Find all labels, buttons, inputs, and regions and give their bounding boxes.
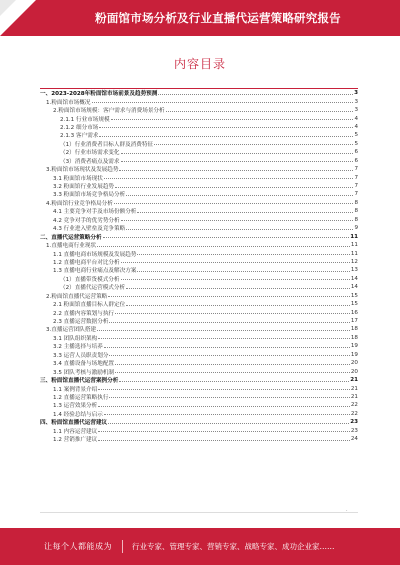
toc-entry-page: 7: [354, 174, 358, 181]
toc-entry[interactable]: [40, 249, 358, 257]
toc-entry-page: 12: [350, 258, 358, 265]
toc-entry-page: 19: [350, 343, 358, 350]
toc-entry[interactable]: [40, 199, 358, 207]
toc-entry-title: 4.2 竞争对手的优劣势分析: [53, 217, 120, 224]
toc-entry[interactable]: [40, 376, 358, 384]
toc-entry[interactable]: [40, 89, 358, 97]
toc-leader-dots: [121, 161, 354, 162]
toc-entry-page: 21: [350, 393, 358, 400]
toc-leader-dots: [126, 288, 350, 289]
footer-slogan: 让每个人都能成为: [44, 542, 112, 551]
toc-entry[interactable]: [40, 401, 358, 409]
toc-entry-page: 18: [350, 334, 358, 341]
toc-entry-page: 21: [350, 377, 358, 384]
toc-leader-dots: [119, 170, 353, 171]
toc-entry-page: 3: [354, 107, 358, 114]
toc-entry-title: 2.1.3 客户需求: [60, 133, 99, 140]
toc-entry-title: 3.5 团队考核与激励机制: [53, 369, 115, 376]
toc-entry-title: 2.3 直播运营数据分析: [53, 319, 109, 326]
toc-entry-page: 8: [354, 208, 358, 215]
toc-leader-dots: [115, 313, 350, 314]
toc-leader-dots: [166, 111, 354, 112]
table-of-contents: [40, 89, 358, 443]
toc-entry[interactable]: [40, 300, 358, 308]
toc-leader-dots: [115, 187, 353, 188]
toc-entry[interactable]: [40, 216, 358, 224]
toc-entry-page: 8: [354, 199, 358, 206]
toc-entry[interactable]: [40, 165, 358, 173]
toc-entry-page: 5: [354, 132, 358, 139]
toc-leader-dots: [114, 203, 354, 204]
toc-entry-title: 1.1 案例背景介绍: [53, 386, 98, 393]
toc-entry-page: 7: [354, 183, 358, 190]
toc-entry-title: 1.粉面馆市场概况: [46, 99, 91, 106]
toc-entry-page: 17: [350, 318, 358, 325]
toc-entry-page: 6: [354, 157, 358, 164]
toc-entry-title: 2.粉面馆市场规模：客户需求与消费场景分析: [53, 108, 165, 115]
toc-entry-page: 6: [354, 149, 358, 156]
toc-entry[interactable]: [40, 435, 358, 443]
toc-entry-title: 4.1 主要竞争对手及市场份额分析: [53, 209, 137, 216]
toc-entry[interactable]: [40, 334, 358, 342]
toc-entry-page: 21: [350, 385, 358, 392]
toc-entry[interactable]: [40, 308, 358, 316]
toc-entry[interactable]: [40, 325, 358, 333]
toc-entry[interactable]: [40, 241, 358, 249]
toc-leader-dots: [137, 271, 349, 272]
toc-leader-dots: [99, 136, 353, 137]
toc-entry[interactable]: [40, 140, 358, 148]
toc-entry-page: 9: [354, 225, 358, 232]
toc-entry-title: （1）行业消费者目标人群及消费特征: [60, 141, 154, 148]
toc-leader-dots: [109, 355, 349, 356]
toc-leader-dots: [97, 330, 350, 331]
toc-entry-page: 20: [350, 368, 358, 375]
toc-leader-dots: [108, 296, 350, 297]
toc-entry[interactable]: [40, 418, 358, 426]
toc-entry-title: 3.1 团队组织架构: [53, 335, 98, 342]
toc-entry-page: 22: [350, 410, 358, 417]
toc-leader-dots: [99, 127, 353, 128]
toc-entry-page: 18: [350, 326, 358, 333]
toc-entry-title: 一、2023-2028年粉面馆市场前景及趋势预测: [40, 91, 158, 98]
toc-entry-title: 3.1 粉面馆市场现状: [53, 175, 103, 182]
toc-heading: 内容目录: [173, 57, 226, 71]
toc-leader-dots: [98, 338, 350, 339]
toc-entry[interactable]: [40, 157, 358, 165]
toc-entry-page: 4: [354, 115, 358, 122]
toc-entry-title: 2.2 直播内容策划与执行: [53, 310, 115, 317]
toc-entry[interactable]: [40, 258, 358, 266]
toc-entry-page: 5: [354, 140, 358, 147]
toc-leader-dots: [98, 440, 350, 441]
toc-entry-page: 23: [350, 419, 358, 426]
toc-entry[interactable]: [40, 393, 358, 401]
toc-leader-dots: [98, 406, 350, 407]
toc-leader-dots: [103, 237, 350, 238]
toc-leader-dots: [119, 381, 349, 382]
toc-entry-title: 2.1.2 细分市场: [60, 124, 99, 131]
toc-entry-page: 22: [350, 402, 358, 409]
toc-entry-title: 二、直播代运营策略分析: [40, 234, 102, 241]
toc-entry-title: 2.1.1 行业市场规模: [60, 116, 110, 123]
toc-leader-dots: [126, 305, 350, 306]
toc-entry-title: （2）直播代运营模式分析: [60, 285, 126, 292]
toc-entry[interactable]: [40, 97, 358, 105]
toc-leader-dots: [115, 364, 350, 365]
toc-entry-title: 1.2 直播运营策略执行: [53, 394, 109, 401]
toc-leader-dots: [121, 153, 354, 154]
toc-entry-title: 3.直播运营团队搭建: [46, 327, 97, 334]
toc-entry-title: （3）消费者痛点及需求: [60, 158, 120, 165]
toc-entry-title: 3.4 直播设备与场地配置: [53, 361, 115, 368]
toc-leader-dots: [104, 178, 354, 179]
toc-entry-title: 1.2 直播电商平台对比分析: [53, 259, 120, 266]
footer-divider: [40, 512, 358, 513]
toc-entry[interactable]: [40, 232, 358, 240]
toc-entry-title: 4.3 行业进入壁垒及竞争策略: [53, 226, 126, 233]
toc-leader-dots: [98, 389, 350, 390]
toc-entry-title: 三、粉面馆直播代运营案例分析: [40, 378, 119, 385]
toc-entry-page: 8: [354, 216, 358, 223]
toc-entry-title: 3.3 粉面馆市场竞争格局分析: [53, 192, 126, 199]
toc-entry[interactable]: [40, 131, 358, 139]
toc-entry-title: 1.3 直播电商行业痛点及解决方案: [53, 268, 137, 275]
toc-entry[interactable]: [40, 351, 358, 359]
toc-entry-title: 1.1 直播电商市场规模及发展趋势: [53, 251, 137, 258]
toc-leader-dots: [137, 212, 353, 213]
toc-entry-title: 4.粉面馆行业竞争格局分析: [46, 200, 113, 207]
header-corner-accent: [0, 0, 16, 16]
toc-entry-page: 14: [350, 284, 358, 291]
toc-entry-page: 3: [354, 90, 358, 97]
toc-entry[interactable]: [40, 384, 358, 392]
footer-bar: [0, 528, 400, 565]
toc-entry-title: （1）直播带货模式分析: [60, 276, 120, 283]
toc-leader-dots: [121, 220, 354, 221]
toc-entry-title: 1.直播电商行业现状: [46, 243, 97, 250]
toc-entry-page: 3: [354, 98, 358, 105]
page-marker: ·: [346, 508, 348, 514]
report-header-bar: [0, 0, 400, 36]
toc-entry[interactable]: [40, 427, 358, 435]
toc-entry[interactable]: [40, 190, 358, 198]
toc-entry[interactable]: [40, 114, 358, 122]
toc-entry[interactable]: [40, 207, 358, 215]
toc-entry[interactable]: [40, 367, 358, 375]
toc-entry-title: 1.3 运营效果分析: [53, 403, 98, 410]
toc-entry-page: 7: [354, 191, 358, 198]
toc-leader-dots: [109, 322, 349, 323]
toc-leader-dots: [121, 279, 350, 280]
toc-entry[interactable]: [40, 182, 358, 190]
toc-entry-title: 2.1 粉面馆直播目标人群定位: [53, 302, 126, 309]
toc-leader-dots: [126, 229, 353, 230]
toc-entry-page: 15: [350, 301, 358, 308]
toc-entry-page: 4: [354, 123, 358, 130]
toc-entry-title: 3.3 运营人员职责划分: [53, 352, 109, 359]
toc-entry[interactable]: [40, 148, 358, 156]
toc-entry-page: 24: [350, 436, 358, 443]
toc-entry-title: 3.2 主播选择与培养: [53, 344, 103, 351]
toc-entry[interactable]: [40, 173, 358, 181]
footer-tagline: 行业专家、管理专家、营销专家、战略专家、成功企业家……: [132, 542, 335, 551]
toc-entry-title: 2.粉面馆直播代运营策略: [46, 293, 108, 300]
toc-entry-title: 1.4 经验总结与启示: [53, 411, 103, 418]
toc-entry-page: 23: [350, 427, 358, 434]
toc-leader-dots: [108, 423, 349, 424]
toc-entry[interactable]: [40, 123, 358, 131]
footer-separator: [122, 540, 123, 553]
toc-entry-page: 11: [350, 250, 358, 257]
toc-leader-dots: [109, 397, 349, 398]
toc-leader-dots: [104, 347, 350, 348]
toc-leader-dots: [137, 254, 349, 255]
toc-entry[interactable]: [40, 283, 358, 291]
toc-entry-page: 14: [350, 275, 358, 282]
toc-leader-dots: [97, 246, 350, 247]
toc-entry[interactable]: [40, 106, 358, 114]
toc-leader-dots: [121, 262, 350, 263]
toc-leader-dots: [126, 195, 353, 196]
toc-entry[interactable]: [40, 410, 358, 418]
toc-entry-page: 11: [350, 242, 358, 249]
toc-leader-dots: [154, 144, 353, 145]
toc-entry-page: 7: [354, 166, 358, 173]
toc-entry-page: 13: [350, 267, 358, 274]
toc-entry-page: 11: [350, 233, 358, 240]
toc-entry[interactable]: [40, 275, 358, 283]
toc-entry-title: （2）行业市场需求变化: [60, 150, 120, 157]
toc-entry[interactable]: [40, 317, 358, 325]
toc-leader-dots: [111, 119, 354, 120]
toc-entry-page: 15: [350, 292, 358, 299]
report-title: 粉面馆市场分析及行业直播代运营策略研究报告: [95, 11, 341, 25]
toc-leader-dots: [104, 414, 350, 415]
toc-entry-title: 3.2 粉面馆行业发展趋势: [53, 184, 115, 191]
toc-entry[interactable]: [40, 359, 358, 367]
toc-entry-page: 20: [350, 360, 358, 367]
toc-entry-title: 1.2 营销推广建议: [53, 437, 98, 444]
toc-entry[interactable]: [40, 266, 358, 274]
toc-leader-dots: [158, 94, 353, 95]
toc-entry-title: 1.1 内容运营建议: [53, 428, 98, 435]
toc-leader-dots: [115, 372, 350, 373]
toc-leader-dots: [98, 431, 350, 432]
toc-entry-title: 3.粉面馆市场现状及发展趋势: [46, 167, 119, 174]
toc-entry-page: 19: [350, 351, 358, 358]
toc-entry[interactable]: [40, 292, 358, 300]
toc-entry-page: 16: [350, 309, 358, 316]
toc-entry[interactable]: [40, 224, 358, 232]
toc-entry[interactable]: [40, 342, 358, 350]
toc-entry-title: 四、粉面馆直播代运营建议: [40, 420, 108, 427]
toc-leader-dots: [92, 102, 354, 103]
